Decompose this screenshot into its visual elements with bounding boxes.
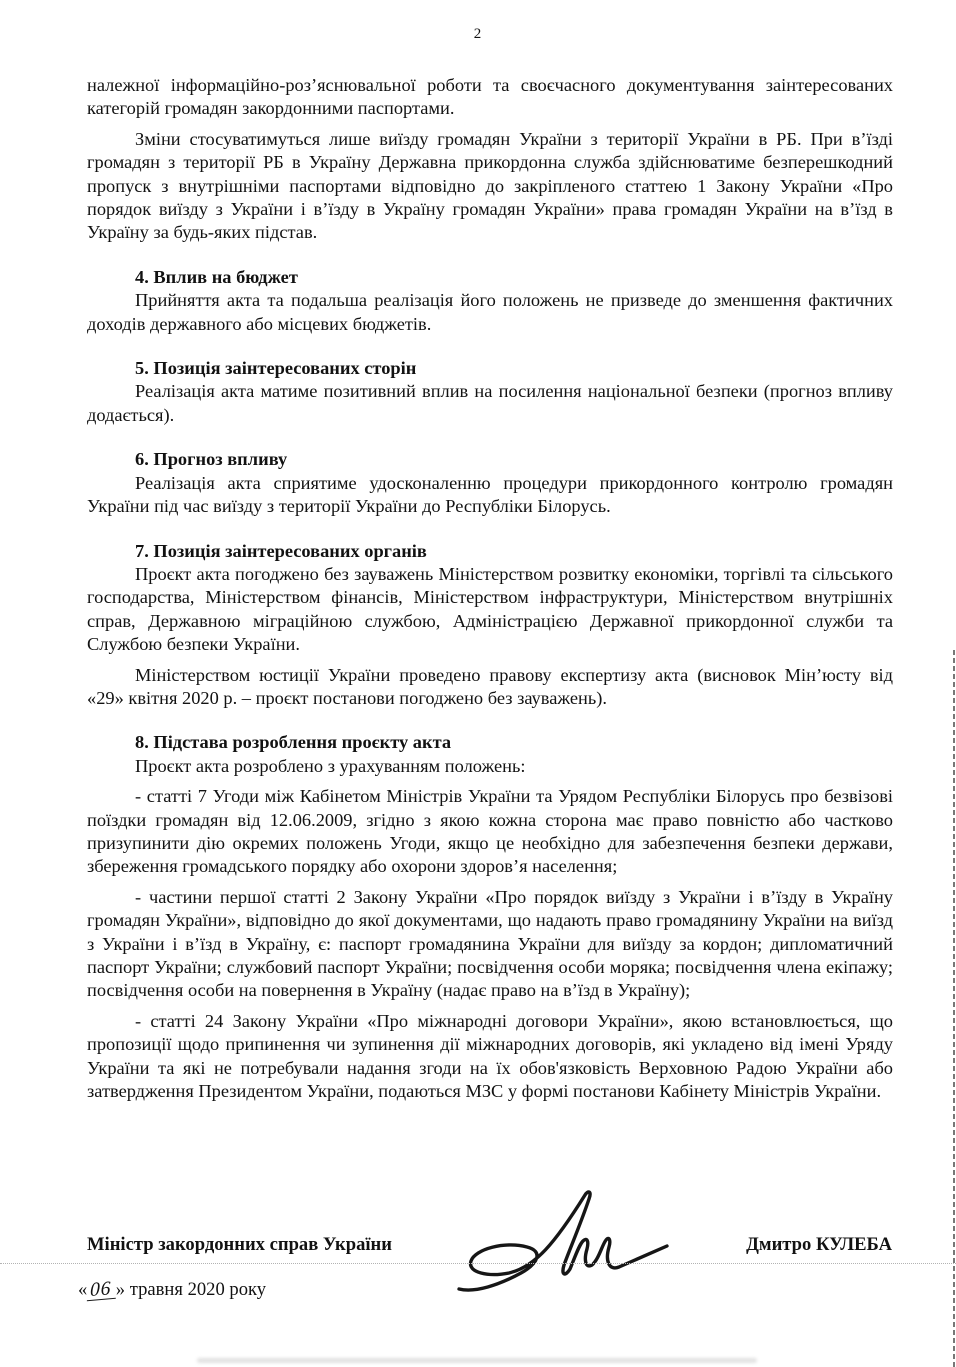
page-number: 2 — [473, 26, 483, 42]
section-heading: 4. Вплив на бюджет — [135, 266, 298, 287]
paragraph: Проєкт акта погоджено без зауважень Міністерством розвитку економіки, торгівлі та сільського господарства, Міністерством фінансів, Міністерством інфраструктури, Міністерством внутрішніх справ, Державною міграційною службою, Адміністрацією Державної прикордонної служби та Службою безпеки України. — [87, 563, 893, 655]
section-heading: 5. Позиція заінтересованих сторін — [135, 358, 417, 379]
date-open-quote: « — [78, 1279, 88, 1300]
signoff-name: Дмитро КУЛЕБА — [746, 1234, 892, 1255]
paragraph: Зміни стосуватимуться лише виїзду громадян України з території України в РБ. При в’їзді громадян з території РБ в Україну Державна прикордонна служба здійснюватиме безперешкодний пропуск з внутрішніми паспортами відповідно до закріпленого статтею 1 Закону України «Про порядок виїзду з України і в’їзду в Україну громадян України» права громадян України на в’їзд в Україну за будь-яких підстав. — [87, 128, 893, 243]
date-text: травня 2020 року — [125, 1279, 267, 1300]
paragraph: належної інформаційно-роз’яснювальної роботи та своєчасного документування заінтересованих категорій громадян закордонними паспортами. — [87, 75, 893, 119]
paragraph: - частини першої статті 2 Закону України «Про порядок виїзду з України і в’їзду в Україну громадян України», відповідно до якої документами, що надають право громадянину України на виїзд з України і в’їзд в Україну, є: паспорт громадянина України для виїзду за кордон; дипломатичний паспорт України; службовий паспорт України; посвідчення особи моряка; посвідчення члена екіпажу; посвідчення особи на повернення в Україну (надає право на в’їзд в Україну); — [87, 886, 893, 1001]
date-line — [78, 1279, 266, 1301]
document-body — [87, 74, 893, 1110]
scan-fold-line — [0, 1263, 956, 1264]
paragraph: Міністерством юстиції України проведено правову експертизу акта (висновок Мін’юсту від «29» квітня 2020 р. – проєкт постанови погоджено без зауважень). — [87, 664, 893, 708]
handwritten-signature-icon — [447, 1183, 677, 1298]
paragraph: Реалізація акта сприятиме удосконаленню процедури прикордонного контролю громадян України під час виїзду з території України до Республіки Білорусь. — [87, 472, 893, 517]
paragraph: - статті 24 Закону України «Про міжнародні договори України», якою встановлюється, що пропозиції щодо припинення чи зупинення дії міжнародних договорів, які укладено від імені Уряду України та які не потребували надання згоди на їх обов'язковість Верховною Радою України або затвердження Президентом України, подаються МЗС у формі постанови Кабінету Міністрів України. — [87, 1010, 893, 1102]
paragraph: Прийняття акта та подальша реалізація його положень не призведе до зменшення фактичних доходів державного або місцевих бюджетів. — [87, 290, 893, 334]
section-heading: 7. Позиція заінтересованих органів — [135, 540, 427, 561]
section-heading: 8. Підстава розроблення проєкту акта — [135, 732, 452, 753]
scan-smudge-artifact — [197, 1358, 757, 1363]
paragraph: Реалізація акта матиме позитивний вплив на посилення національної безпеки (прогноз впливу додається). — [87, 381, 893, 425]
date-close-quote: » — [115, 1279, 126, 1300]
paragraph: Проєкт акта розроблено з урахуванням положень: — [135, 755, 526, 776]
scan-edge-artifact — [953, 650, 955, 1367]
section-heading: 6. Прогноз впливу — [135, 449, 288, 470]
handwritten-day: 06 — [87, 1280, 116, 1302]
signoff-title: Міністр закордонних справ України — [87, 1234, 392, 1255]
paragraph: - статті 7 Угоди між Кабінетом Міністрів України та Урядом Республіки Білорусь про безвізові поїздки громадян від 12.06.2009, згідно з якою кожна сторона має право повністю або частково призупинити дію окремих положень Угоди, якщо це необхідно для забезпечення безпеки держави, збереження громадського порядку або охорони здоров’я населення; — [87, 786, 893, 877]
